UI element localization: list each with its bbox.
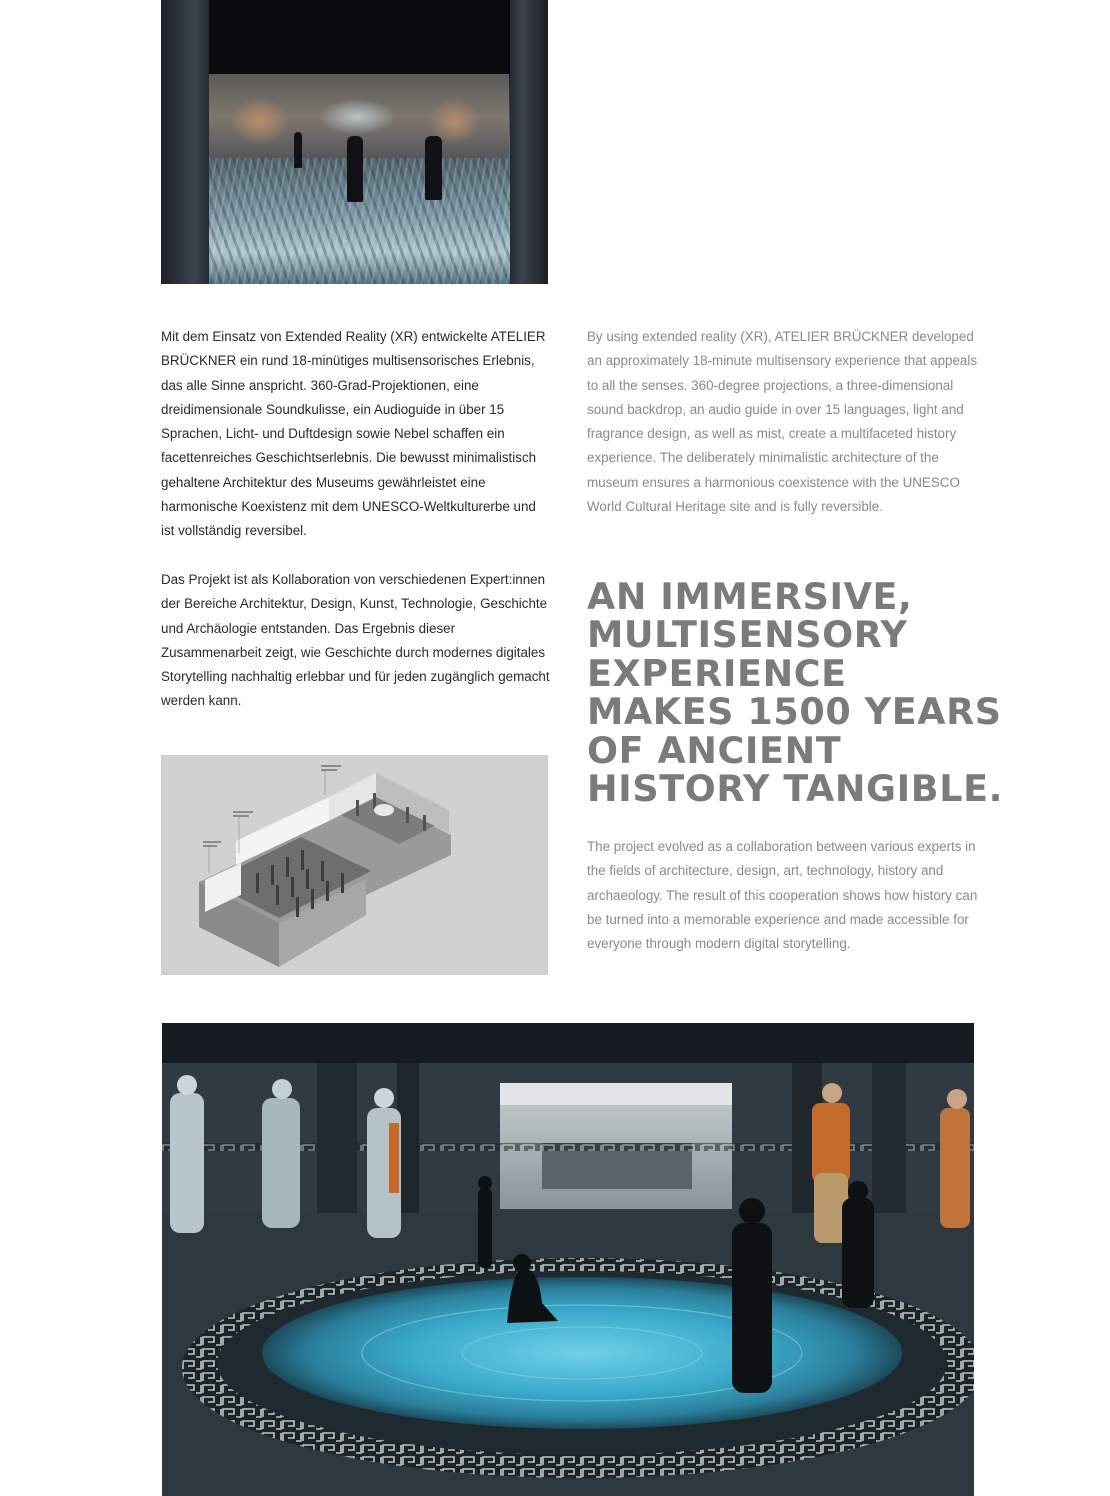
photo-wall-left [161, 0, 209, 284]
german-text-column [161, 325, 551, 714]
photo-ceiling [201, 0, 511, 74]
mosaic-scene [162, 1023, 974, 1496]
annex-light [374, 804, 394, 816]
isometric-plan-drawing [161, 755, 548, 975]
english-text-column [587, 325, 979, 519]
visitor-silhouette [425, 136, 442, 200]
photo-wall-right [510, 0, 548, 284]
german-paragraph-1: Mit dem Einsatz von Extended Reality (XR) entwickelte ATELIER BRÜCKNER ein rund 18-minütiges multisensorisches Erlebnis, das alle Sinne anspricht. 360-Grad-Projektionen, eine dreidimensionale Soundkulisse, ein Audioguide in über 15 Sprachen, Licht- und Duftdesign sowie Nebel schaffen ein facettenreiches Geschichtserlebnis. Die bewusst minimalistisch gehaltene Architektur des Museums gewährleistet eine harmonische Koexistenz mit dem UNESCO-Weltkulturerbe und ist vollständig reversibel. [161, 329, 546, 539]
english-paragraph-1: By using extended reality (XR), ATELIER BRÜCKNER developed an approximately 18-minute multisensory experience that appeals to all the senses. 360-degree projections, a three-dimensional sound backdrop, an audio guide in over 15 languages, light and fragrance design, as well as mist, create a multifaceted history experience. The deliberately minimalistic architecture of the museum ensures a harmonious coexistence with the UNESCO World Cultural Heritage site and is fully reversible. [587, 329, 978, 515]
rear-room-ceiling [500, 1083, 732, 1105]
english-text-column-lower [587, 835, 979, 956]
projected-mosaic [262, 1277, 902, 1429]
visitor-silhouette [347, 136, 363, 202]
english-paragraph-2: The project evolved as a collaboration between various experts in the fields of architecture, design, art, technology, history and archaeology. The result of this cooperation shows how history can be turned into a memorable experience and made accessible for everyone through modern digital storytelling. [587, 839, 978, 952]
museum-floor-plan [161, 755, 548, 975]
german-paragraph-2: Das Projekt ist als Kollaboration von verschiedenen Expert:innen der Bereiche Architektur, Design, Kunst, Technologie, Geschichte und Archäologie entstanden. Das Ergebnis dieser Zusammenarbeit zeigt, wie Geschichte durch modernes digitales Storytelling nachhaltig erlebbar und für jeden zugänglich gemacht werden kann. [161, 571, 550, 709]
visitor-silhouette [294, 132, 302, 168]
projection-hall-photo [161, 0, 548, 284]
headline: AN IMMERSIVE, MULTISENSORY EXPERIENCE MAKES 1500 YEARS OF ANCIENT HISTORY TANGIBLE. [587, 575, 1004, 811]
mosaic-floor-photo [162, 1023, 974, 1496]
ceiling [162, 1023, 974, 1063]
